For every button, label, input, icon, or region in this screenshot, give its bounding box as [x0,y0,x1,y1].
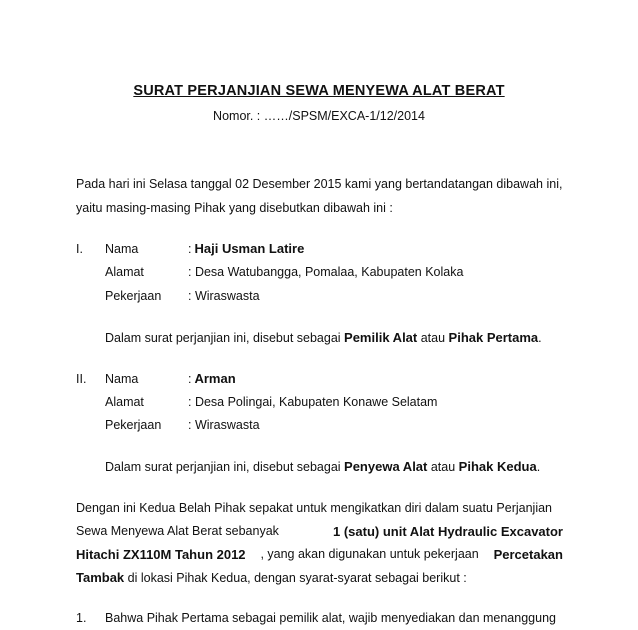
party-1-alamat-label: Alamat [105,265,144,279]
party-1-note-prefix: Dalam surat perjanjian ini, disebut sebagai [105,331,345,345]
party-1-nama-label: Nama [105,242,139,256]
party-2-alamat-label: Alamat [105,395,144,409]
party-2-role: Penyewa Alat [344,459,428,474]
party-2-note-prefix: Dalam surat perjanjian ini, disebut sebagai [105,460,345,474]
clause-1-number: 1. [76,611,87,625]
agreement-line-1: Dengan ini Kedua Belah Pihak sepakat untuk mengikatkan diri dalam suatu Perjanjian [76,501,552,515]
equipment-quantity: 1 (satu) unit Alat Hydraulic Excavator [333,524,563,539]
party-2-nama-value: Arman [194,371,236,386]
party-2-nama-row: : Arman [188,371,236,386]
party-2-note [105,459,540,474]
party-1-alias: Pihak Pertama [448,330,539,345]
agreement-line-4 [76,570,467,585]
party-2-nama-label: Nama [105,372,139,386]
party-2-pekerjaan-value: : Wiraswasta [188,418,260,432]
party-1-pekerjaan-value: : Wiraswasta [188,289,260,303]
clause-1-text: Bahwa Pihak Pertama sebagai pemilik alat, wajib menyediakan dan menanggung [105,611,556,625]
party-1-note-end: . [538,331,542,345]
party-1-note-mid: atau [417,331,449,345]
party-2-note-end: . [536,460,541,474]
equipment-model: Hitachi ZX110M Tahun 2012 [76,547,246,562]
party-1-alamat-value: : Desa Watubangga, Pomalaa, Kabupaten Kolaka [188,265,464,279]
party-2-alias: Pihak Kedua [458,459,537,474]
intro-line-1: Pada hari ini Selasa tanggal 02 Desember 2015 kami yang bertandatangan dibawah ini, [76,177,563,191]
agreement-line-3 [76,547,563,562]
agreement-line-4-rest: di lokasi Pihak Kedua, dengan syarat-syarat sebagai berikut : [124,571,467,585]
intro-line-2: yaitu masing-masing Pihak yang disebutkan dibawah ini : [76,201,393,215]
party-1-nama-value: Haji Usman Latire [194,241,305,256]
party-2-pekerjaan-label: Pekerjaan [105,418,162,432]
party-1-note [105,330,542,345]
agreement-line-3-mid: , yang akan digunakan untuk pekerjaan [260,547,479,561]
agreement-line-2-prefix: Sewa Menyewa Alat Berat sebanyak [76,524,279,538]
party-2-alamat-value: : Desa Polingai, Kabupaten Konawe Selatam [188,395,438,409]
party-1-pekerjaan-label: Pekerjaan [105,289,162,303]
party-1-role: Pemilik Alat [344,330,418,345]
party-1-numeral: I. [76,242,83,256]
document-number: Nomor. : ……/SPSM/EXCA-1/12/2014 [213,109,425,123]
work-type-part-1: Percetakan [493,547,563,562]
party-2-numeral: II. [76,372,87,386]
party-2-note-mid: atau [427,460,459,474]
party-1-nama-row: : Haji Usman Latire [188,241,305,256]
work-type-part-2: Tambak [76,570,125,585]
agreement-line-2 [76,524,563,539]
document-title: SURAT PERJANJIAN SEWA MENYEWA ALAT BERAT [133,83,505,99]
